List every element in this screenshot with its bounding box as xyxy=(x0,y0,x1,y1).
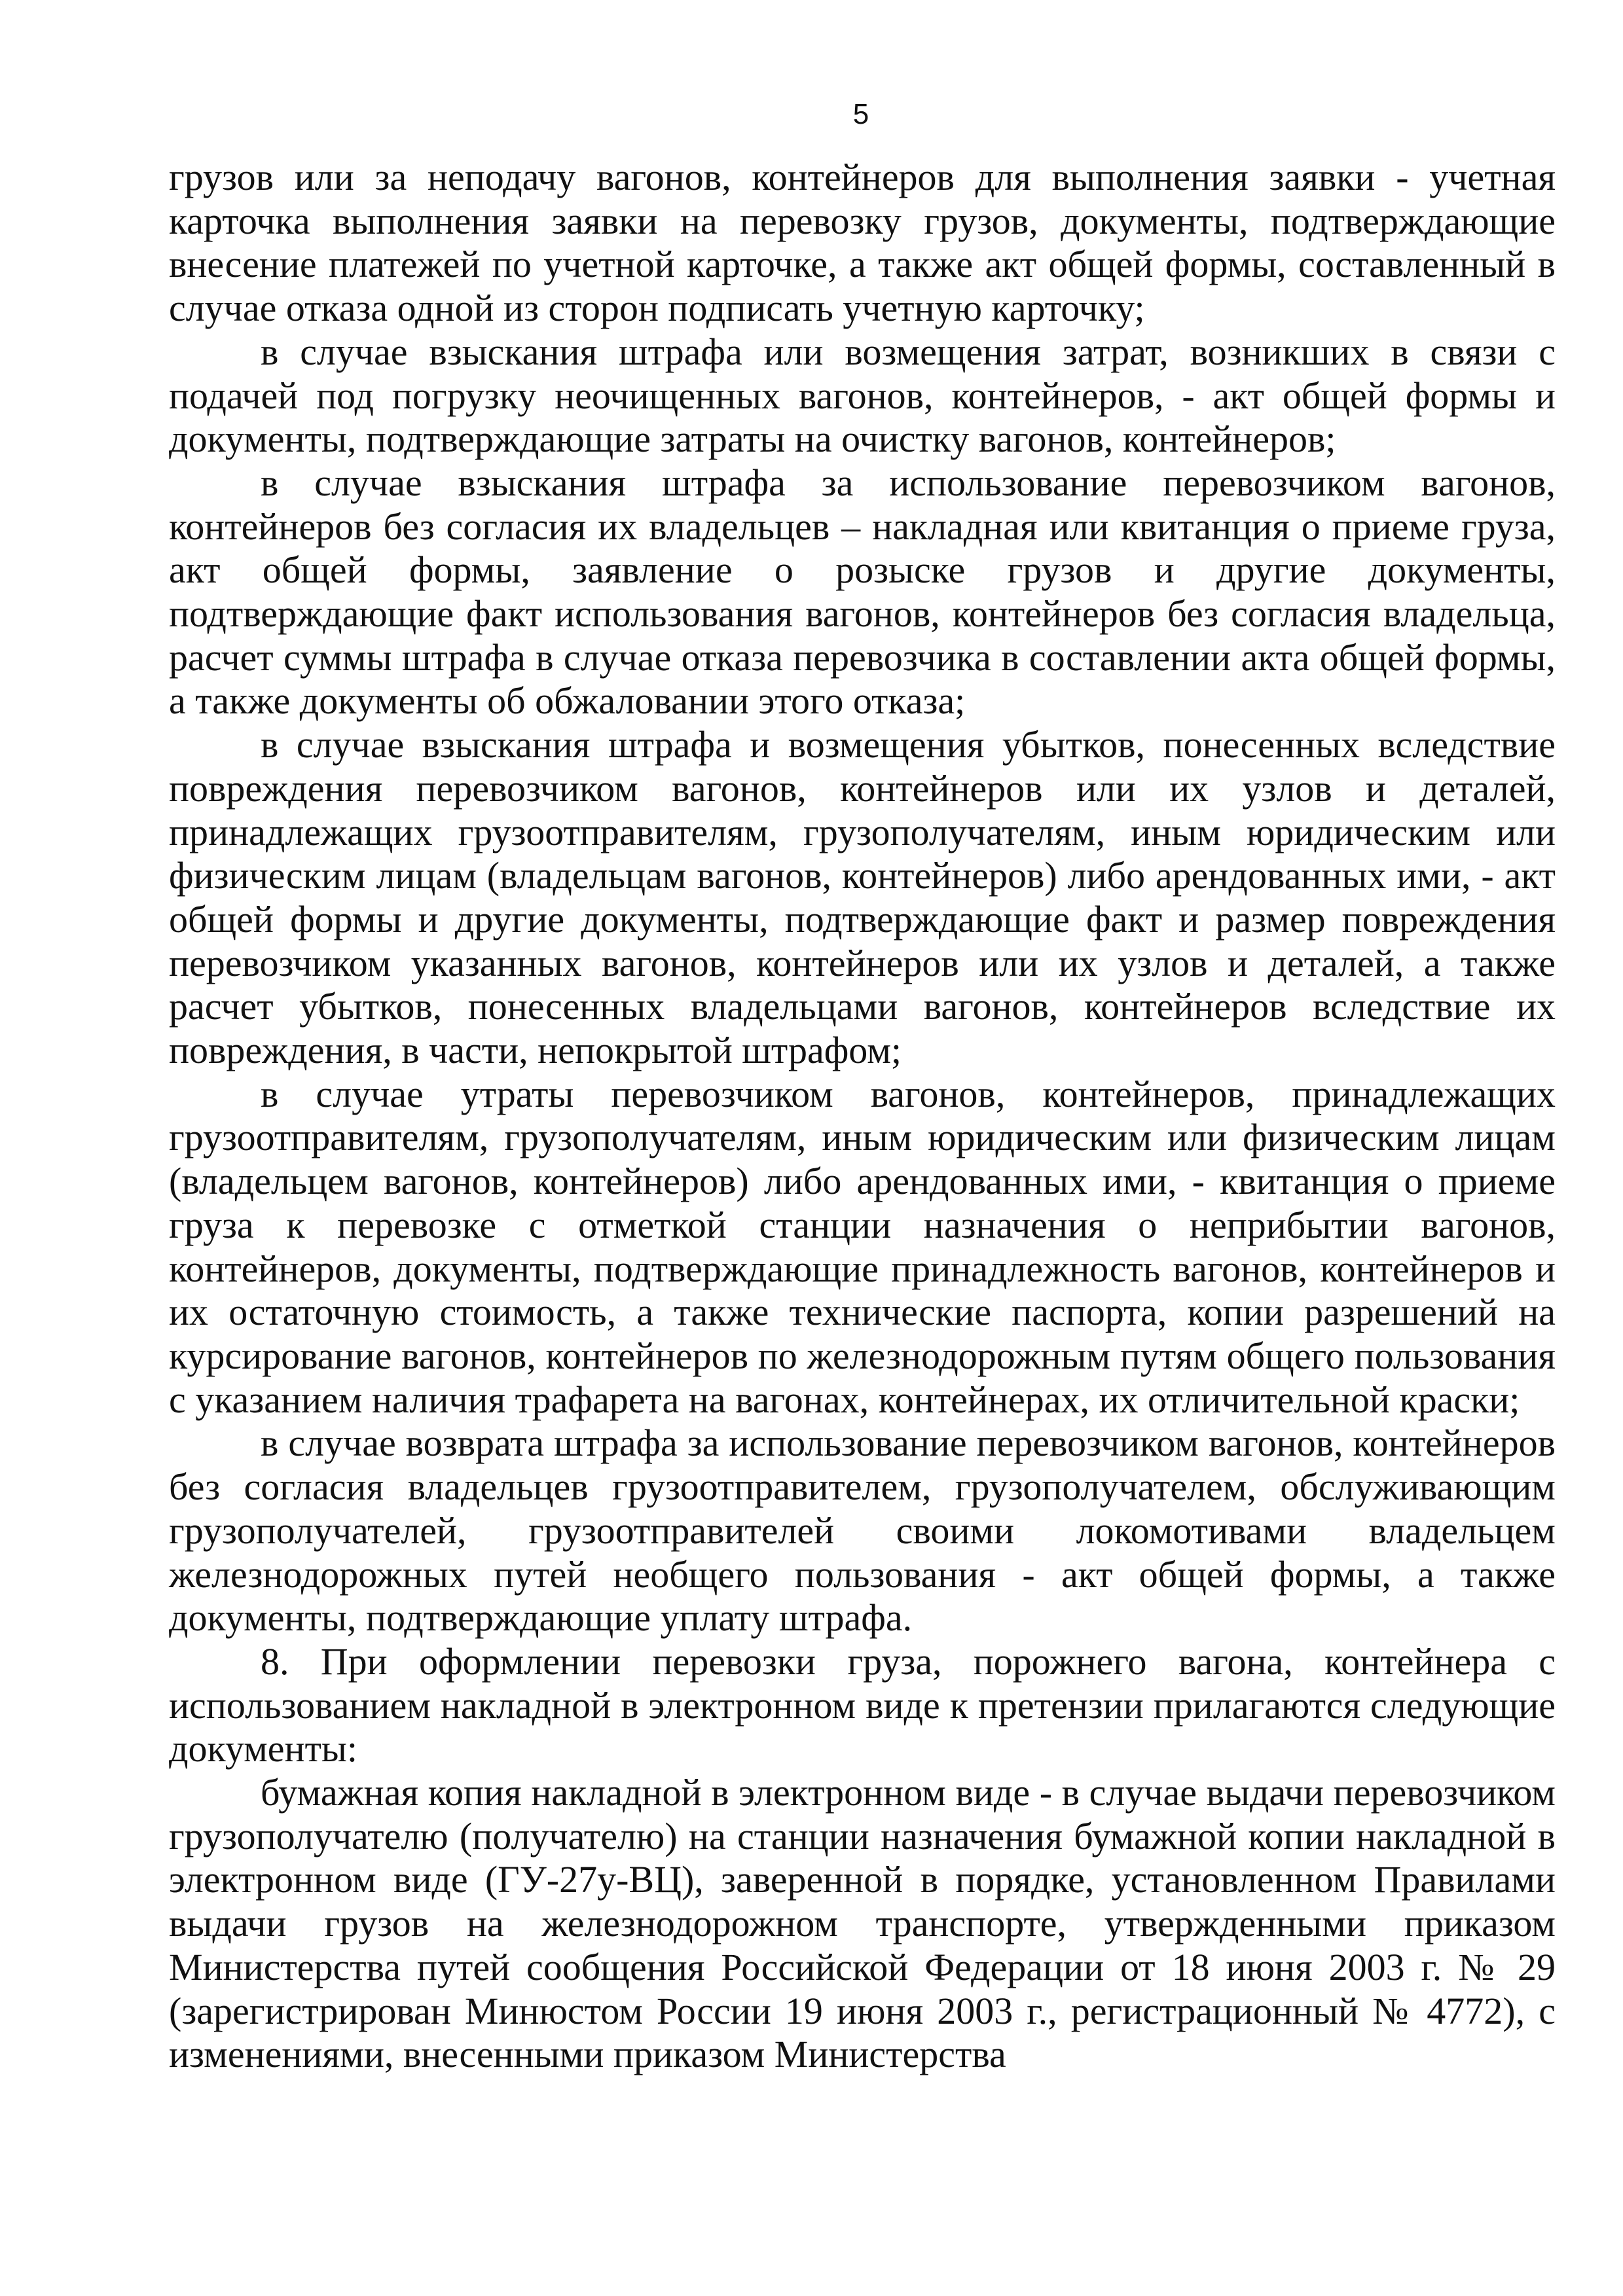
body-text xyxy=(169,156,1556,2077)
paragraph-loss: в случае утраты перевозчиком вагонов, контейнеров, принадлежащих грузоотправителям, грузополучателям, иным юридическим или физическим лицам (владельцем вагонов, контейнеров) либо арендованных ими, - квитанция о приеме груза к перевозке с отметкой станции назначения о неприбытии вагонов, контейнеров, документы, подтверждающие принадлежность вагонов, контейнеров и их остаточную стоимость, а также технические паспорта, копии разрешений на курсирование вагонов, контейнеров по железнодорожным путям общего пользования с указанием наличия трафарета на вагонах, контейнерах, их отличительной краски; xyxy=(169,1072,1556,1421)
paragraph-fine-refund: в случае возврата штрафа за использование перевозчиком вагонов, контейнеров без согласия владельцев грузоотправителем, грузополучателем, обслуживающим грузополучателей, грузоотправителей своими локомотивами владельцем железнодорожных путей необщего пользования - акт общей формы, а также документы, подтверждающие уплату штрафа. xyxy=(169,1422,1556,1640)
paragraph-continuation: грузов или за неподачу вагонов, контейнеров для выполнения заявки - учетная карточка выполнения заявки на перевозку грузов, документы, подтверждающие внесение платежей по учетной карточке, а также акт общей формы, составленный в случае отказа одной из сторон подписать учетную карточку; xyxy=(169,156,1556,330)
paragraph-paper-copy: бумажная копия накладной в электронном виде - в случае выдачи перевозчиком грузополучателю (получателю) на станции назначения бумажной копии накладной в электронном виде (ГУ-27у-ВЦ), заверенной в порядке, установленном Правилами выдачи грузов на железнодорожном транспорте, утвержденными приказом Министерства путей сообщения Российской Федерации от 18 июня 2003 г. № 29 (зарегистрирован Минюстом России 19 июня 2003 г., регистрационный № 4772), с изменениями, внесенными приказом Министерства xyxy=(169,1771,1556,2076)
paragraph-damage: в случае взыскания штрафа и возмещения убытков, понесенных вследствие повреждения перевозчиком вагонов, контейнеров или их узлов и деталей, принадлежащих грузоотправителям, грузополучателям, иным юридическим или физическим лицам (владельцам вагонов, контейнеров) либо арендованных ими, - акт общей формы и другие документы, подтверждающие факт и размер повреждения перевозчиком указанных вагонов, контейнеров или их узлов и деталей, а также расчет убытков, понесенных владельцами вагонов, контейнеров вследствие их повреждения, в части, непокрытой штрафом; xyxy=(169,723,1556,1072)
paragraph-cleaning-costs: в случае взыскания штрафа или возмещения затрат, возникших в связи с подачей под погрузку неочищенных вагонов, контейнеров, - акт общей формы и документы, подтверждающие затраты на очистку вагонов, контейнеров; xyxy=(169,330,1556,461)
page-number: 5 xyxy=(852,98,869,130)
paragraph-unauthorized-use: в случае взыскания штрафа за использование перевозчиком вагонов, контейнеров без согласия их владельцев – накладная или квитанция о приеме груза, акт общей формы, заявление о розыске грузов и другие документы, подтверждающие факт использования вагонов, контейнеров без согласия владельца, расчет суммы штрафа в случае отказа перевозчика в составлении акта общей формы, а также документы об обжаловании этого отказа; xyxy=(169,461,1556,723)
paragraph-item-8: 8. При оформлении перевозки груза, порожнего вагона, контейнера с использованием накладной в электронном виде к претензии прилагаются следующие документы: xyxy=(169,1640,1556,1770)
